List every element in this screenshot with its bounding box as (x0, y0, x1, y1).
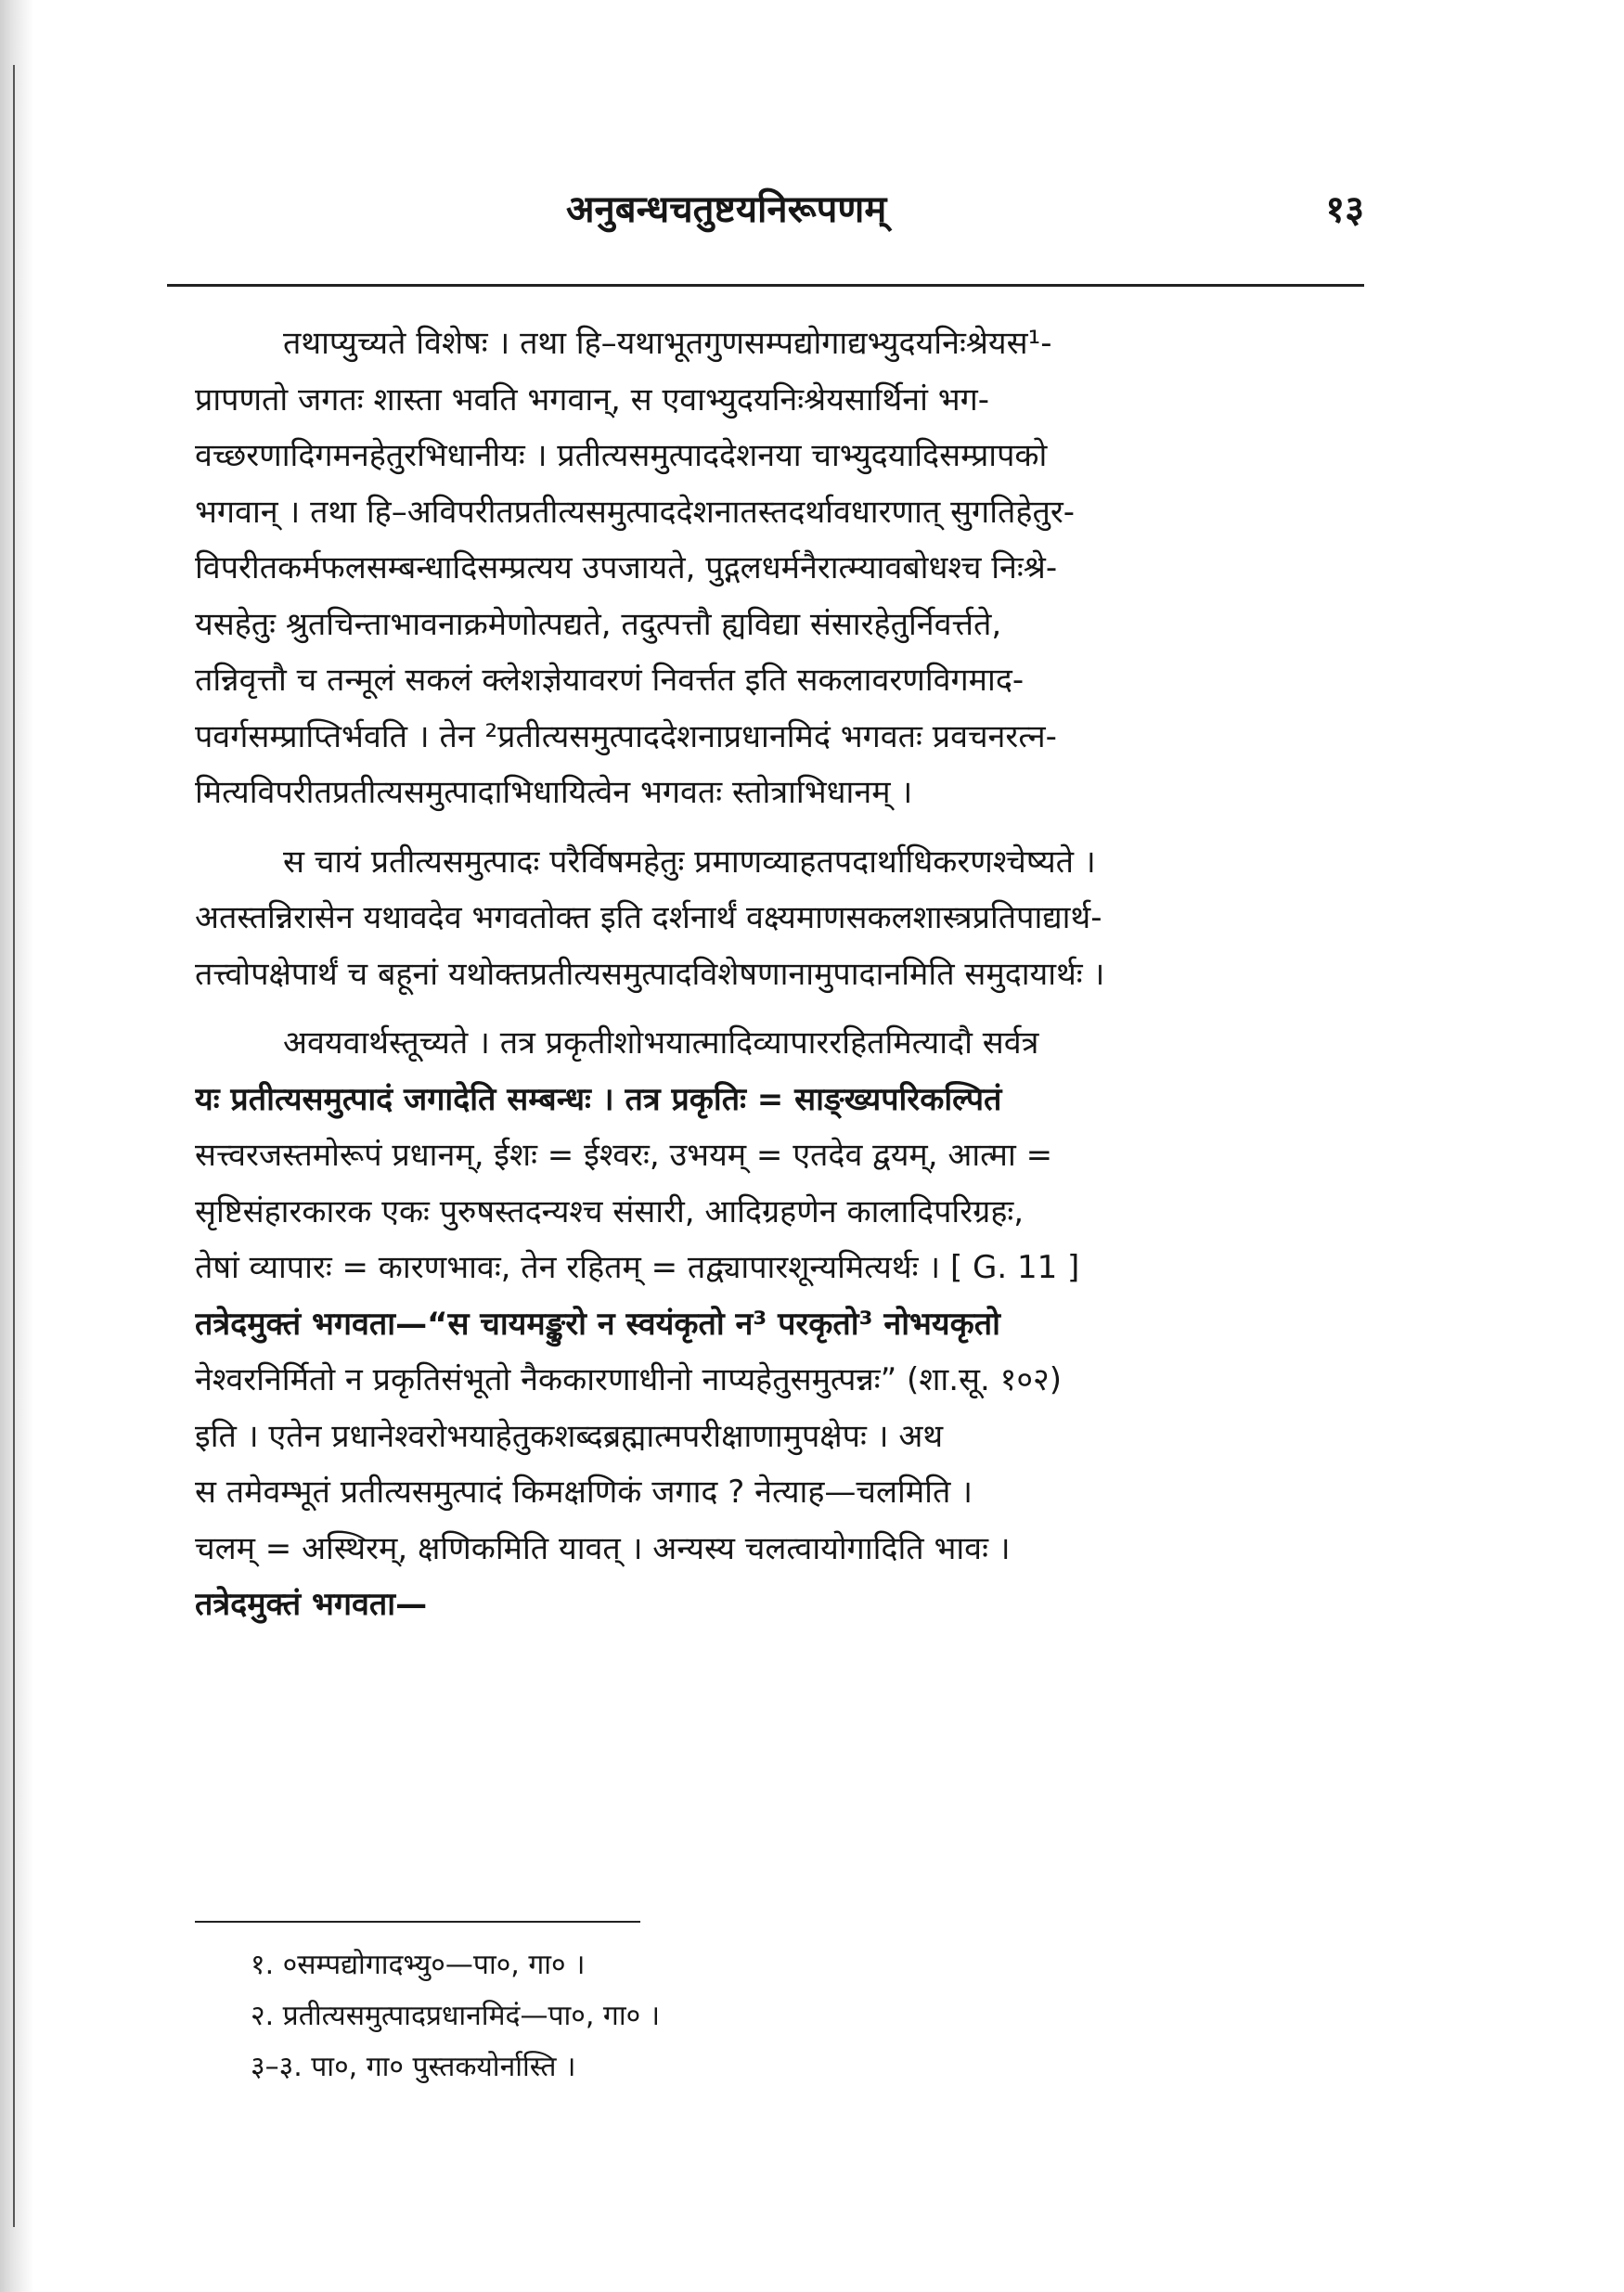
text-line: यसहेतुः श्रुतचिन्ताभावनाक्रमेणोत्पद्यते, तदुत्पत्तौ ह्यविद्या संसारहेतुर्निवर्त्तते, (195, 605, 1002, 643)
footnote-3: ३–३. पा०, गा० पुस्तकयोर्नास्ति । (251, 2051, 576, 2083)
text-line: भगवान् । तथा हि–अविपरीतप्रतीत्यसमुत्पाददेशनातस्तदर्थावधारणात् सुगतिहेतुर- (195, 493, 1075, 531)
text-line: तत्रेदमुक्तं भगवता— (195, 1586, 428, 1623)
paragraph-3 (195, 1015, 1383, 1633)
footnotes (251, 1939, 1271, 2092)
text-line: यः प्रतीत्यसमुत्पादं जगादेति सम्बन्धः । तत्र प्रकृतिः = साङ्ख्यपरिकल्पितं (195, 1080, 1002, 1118)
text-line: विपरीतकर्मफलसम्बन्धादिसम्प्रत्यय उपजायते, पुद्गलधर्मनैरात्म्यावबोधश्च निःश्रे- (195, 549, 1058, 586)
text-line: स चायं प्रतीत्यसमुत्पादः परैर्विषमहेतुः प्रमाणव्याहतपदार्थाधिकरणश्चेष्यते । (283, 843, 1096, 881)
text-line: तेषां व्यापारः = कारणभावः, तेन रहितम् = तद्व्यापारशून्यमित्यर्थः । [ G. 11 ] (195, 1249, 1080, 1286)
text-line: अतस्तन्निरासेन यथावदेव भगवतोक्त इति दर्शनार्थं वक्ष्यमाणसकलशास्त्रप्रतिपाद्यार्थ- (195, 899, 1102, 936)
text-line: प्रापणतो जगतः शास्ता भवति भगवान्, स एवाभ्युदयनिःश्रेयसार्थिनां भग- (195, 380, 990, 418)
text-line: स तमेवम्भूतं प्रतीत्यसमुत्पादं किमक्षणिकं जगाद ? नेत्याह—चलमिति । (195, 1474, 973, 1511)
text-line: तत्रेदमुक्तं भगवता—“स चायमङ्कुरो न स्वयंकृतो न³ परकृतो³ नोभयकृतो (195, 1305, 1000, 1343)
page-number: १३ (1325, 188, 1364, 231)
text-line: नेश्वरनिर्मितो न प्रकृतिसंभूतो नैककारणाधीनो नाप्यहेतुसमुत्पन्नः” (शा.सू. १०२) (195, 1361, 1062, 1398)
scan-edge-shadow (0, 0, 33, 2292)
text-line: चलम् = अस्थिरम्, क्षणिकमिति यावत् । अन्यस्य चलत्वायोगादिति भावः । (195, 1529, 1011, 1567)
text-line: तथाप्युच्यते विशेषः । तथा हि–यथाभूतगुणसम्पद्योगाद्यभ्युदयनिःश्रेयस¹- (283, 325, 1052, 362)
header-rule (167, 284, 1364, 287)
page-header (195, 176, 1383, 241)
text-line: तन्निवृत्तौ च तन्मूलं सकलं क्लेशज्ञेयावरणं निवर्त्तत इति सकलावरणविगमाद- (195, 662, 1025, 699)
footnote-1: १. ०सम्पद्योगादभ्यु०—पा०, गा० । (251, 1949, 586, 1981)
text-line: मित्यविपरीतप्रतीत्यसमुत्पादाभिधायित्वेन भगवतः स्तोत्राभिधानम् । (195, 774, 913, 811)
paragraph-2 (195, 834, 1383, 1003)
paragraph-1 (195, 315, 1383, 821)
main-text (195, 315, 1383, 1646)
text-line: वच्छरणादिगमनहेतुरभिधानीयः । प्रतीत्यसमुत्पाददेशनया चाभ्युदयादिसम्प्रापको (195, 437, 1048, 474)
text-line: तत्त्वोपक्षेपार्थं च बहूनां यथोक्तप्रतीत्यसमुत्पादविशेषणानामुपादानमिति समुदायार्थः । (195, 955, 1105, 993)
text-line: सृष्टिसंहारकारक एकः पुरुषस्तदन्यश्च संसारी, आदिग्रहणेन कालादिपरिग्रहः, (195, 1192, 1025, 1230)
text-line: इति । एतेन प्रधानेश्वरोभयाहेतुकशब्दब्रह्मात्मपरीक्षाणामुपक्षेपः । अथ (195, 1417, 944, 1455)
text-line: पवर्गसम्प्राप्तिर्भवति । तेन ²प्रतीत्यसमुत्पाददेशनाप्रधानमिदं भगवतः प्रवचनरत्न- (195, 717, 1057, 755)
text-line: अवयवार्थस्तूच्यते । तत्र प्रकृतीशोभयात्मादिव्यापाररहितमित्यादौ सर्वत्र (283, 1024, 1039, 1062)
running-head: अनुबन्धचतुष्टयनिरूपणम् (566, 188, 887, 231)
binding-edge-line (13, 65, 15, 2227)
text-line: सत्त्वरजस्तमोरूपं प्रधानम्, ईशः = ईश्वरः, उभयम् = एतदेव द्वयम्, आत्मा = (195, 1137, 1053, 1174)
footnote-rule (195, 1921, 640, 1923)
footnote-2: २. प्रतीत्यसमुत्पादप्रधानमिदं—पा०, गा० । (251, 2000, 661, 2032)
